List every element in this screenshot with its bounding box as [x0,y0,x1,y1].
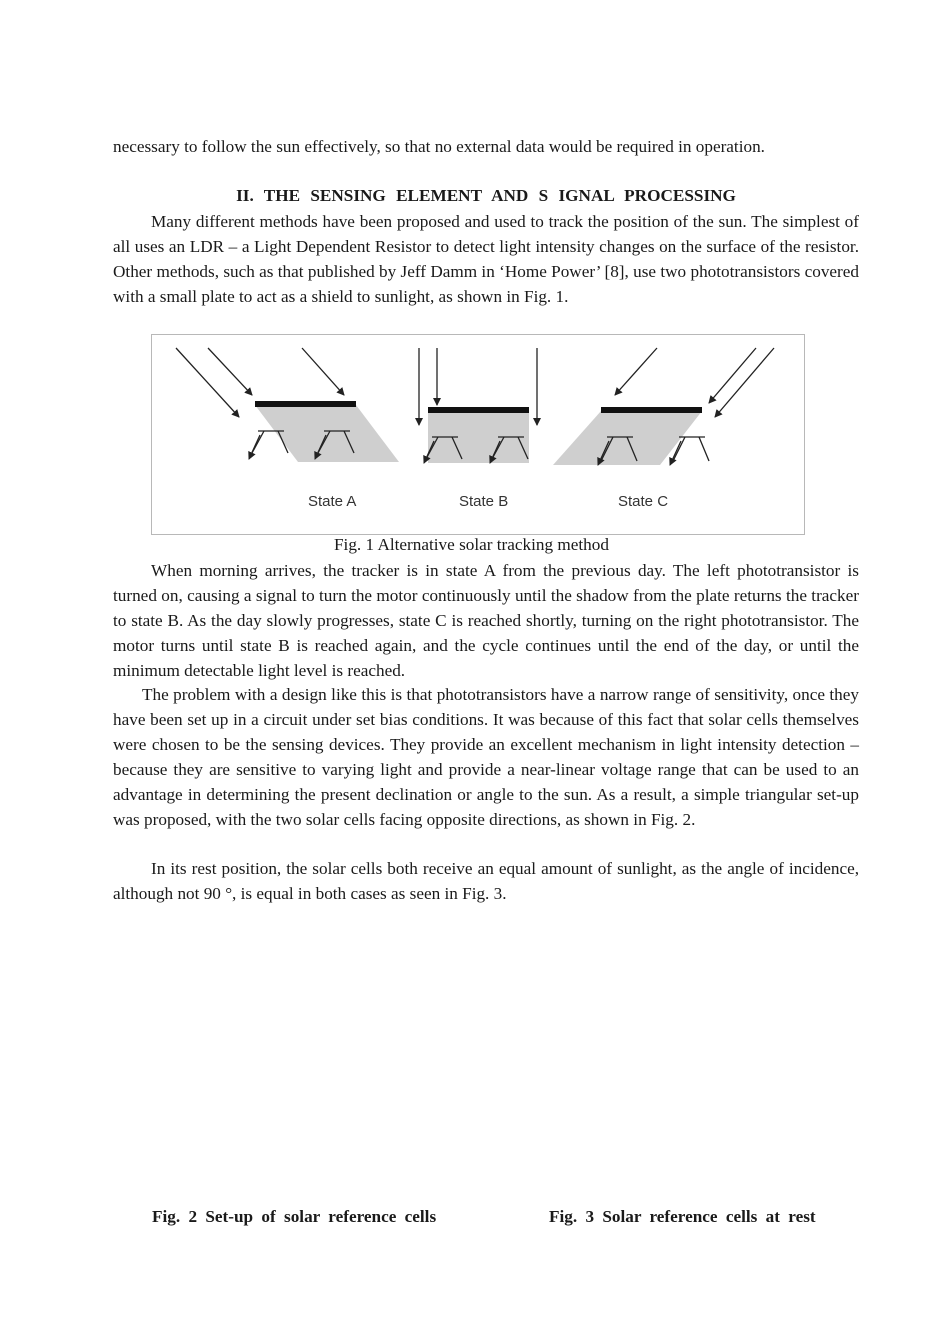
figure-2-caption: Fig. 2 Set-up of solar reference cells [152,1207,437,1226]
figure-1-diagram [151,334,805,535]
solar-tracking-svg [152,335,806,536]
section-heading: II. THE SENSING ELEMENT AND S IGNAL PROCESSING [236,186,736,205]
state-a-shadow [255,405,399,462]
state-a-label: State A [308,493,357,510]
paragraph-phototransistor-problem: The problem with a design like this is that phototransistors have a narrow range of sensitivity, once they have been set up in a circuit under set bias conditions. It was because of this fact that solar cells themselves were chosen to be the sensing devices. They provide an excellent mechanism in light intensity detection – because they are sensitive to varying light and provide a near-linear voltage range that can be used to an advantage in determining the present declination or angle to the sun. As a result, a simple triangular set-up was proposed, with the two solar cells facing opposite directions, as shown in Fig. 2. [113,685,859,829]
continuation-line: necessary to follow the sun effectively, so that no external data would be required in operation. [113,137,765,156]
figure-3-caption: Fig. 3 Solar reference cells at rest [549,1207,816,1226]
paragraph-rest-position: In its rest position, the solar cells both receive an equal amount of sunlight, as the angle of incidence, although not 90 °, is equal in both cases as seen in Fig. 3. [113,859,859,903]
figure-1-caption: Fig. 1 Alternative solar tracking method [334,535,609,554]
paragraph-morning-cycle: When morning arrives, the tracker is in state A from the previous day. The left phototransistor is turned on, causing a signal to turn the motor continuously until the shadow from the plate returns the tracker to state B. As the day slowly progresses, state C is reached shortly, turning on the right phototransistor. The motor turns until state B is reached again, and the cycle continues until the end of the day, or until the minimum detectable light level is reached. [113,561,859,680]
state-a-diagram [176,348,399,510]
paragraph-tracking-methods: Many different methods have been proposed and used to track the position of the sun. The simplest of all uses an LDR – a Light Dependent Resistor to detect light intensity changes on the surface of the resistor. Other methods, such as that published by Jeff Damm in ‘Home Power’ [8], use two phototransistors covered with a small plate to act as a shield to sunlight, as shown in Fig. 1. [113,212,859,306]
state-b-diagram [419,348,537,510]
state-c-label: State C [618,493,669,510]
state-c-diagram [553,348,774,510]
state-b-label: State B [459,493,509,510]
